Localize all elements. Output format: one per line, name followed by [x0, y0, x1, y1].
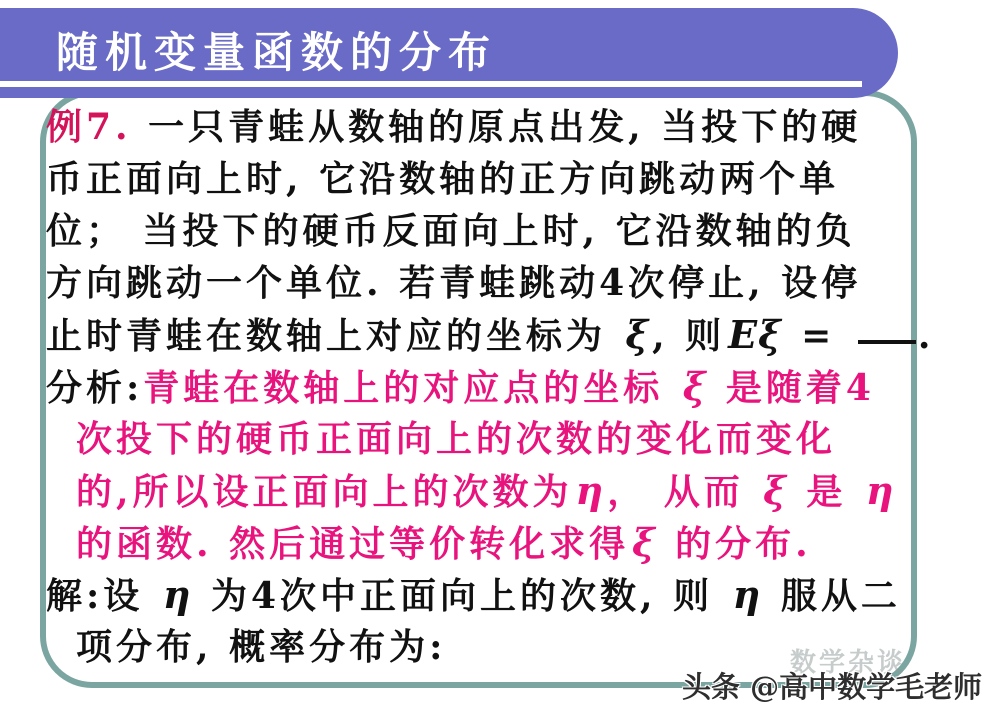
solution-label: 解:设: [46, 575, 160, 617]
xi-symbol: ξ: [763, 468, 787, 513]
solution-line-1: [46, 569, 912, 621]
analysis-text: 是随着4: [709, 367, 875, 409]
analysis-text: 的分布.: [658, 523, 812, 565]
analysis-text: 次投下的硬币正面向上的次数的变化而变化: [76, 418, 837, 460]
eta-symbol: η: [575, 468, 605, 513]
analysis-label: 分析:: [46, 367, 144, 409]
eta-symbol: η: [162, 572, 192, 617]
problem-text: 止时青蛙在数轴上对应的坐标为: [46, 315, 623, 357]
expectation-expression: Eξ: [728, 312, 782, 357]
problem-text: 方向跳动一个单位. 若青蛙跳动4次停止, 设停: [46, 262, 862, 304]
problem-text: 一只青蛙从数轴的原点出发, 当投下的硬: [131, 106, 862, 148]
problem-line-4: [46, 257, 912, 309]
slide-title-banner: [0, 8, 898, 98]
xi-symbol: ξ: [682, 364, 707, 409]
equals-sign: =: [784, 315, 852, 357]
analysis-text: 青蛙在数轴上的对应点的坐标: [143, 367, 680, 409]
problem-line-1: [46, 101, 912, 153]
problem-text: , 则: [652, 315, 726, 357]
solution-text: 项分布, 概率分布为:: [76, 626, 447, 668]
analysis-line-3: [46, 465, 912, 517]
period: .: [917, 315, 935, 357]
solution-text: 服从二: [764, 575, 901, 617]
analysis-text: 的,所以设正面向上的次数为: [76, 471, 573, 513]
solution-text: 为4次中正面向上的次数, 则: [194, 575, 730, 617]
problem-line-3: [46, 205, 912, 257]
eta-symbol: η: [732, 572, 762, 617]
slide-text-area: [46, 101, 935, 679]
problem-text: 位； 当投下的硬币反面向上时, 它沿数轴的负: [46, 210, 856, 252]
analysis-line-4: [46, 517, 912, 569]
answer-blank: [858, 334, 916, 344]
analysis-line-1: [46, 361, 912, 413]
analysis-text: 的函数. 然后通过等价转化求得: [76, 523, 630, 565]
analysis-text: 是: [789, 471, 863, 513]
watermark-faint-logo: 数学杂谈: [790, 648, 907, 678]
xi-symbol: ξ: [632, 520, 656, 565]
slide-title: 随机变量函数的分布: [56, 28, 498, 77]
problem-text: 币正面向上时, 它沿数轴的正方向跳动两个单: [46, 158, 840, 200]
watermark-attribution: 头条 @高中数学毛老师: [682, 670, 982, 704]
problem-line-5: [46, 309, 935, 361]
problem-line-2: [46, 153, 912, 205]
analysis-line-2: [46, 413, 912, 465]
analysis-text: ， 从而: [607, 471, 761, 513]
eta-symbol: η: [865, 468, 895, 513]
xi-symbol: ξ: [625, 312, 650, 357]
example-label: 例7.: [46, 106, 132, 148]
title-underline-rule: [0, 81, 862, 87]
